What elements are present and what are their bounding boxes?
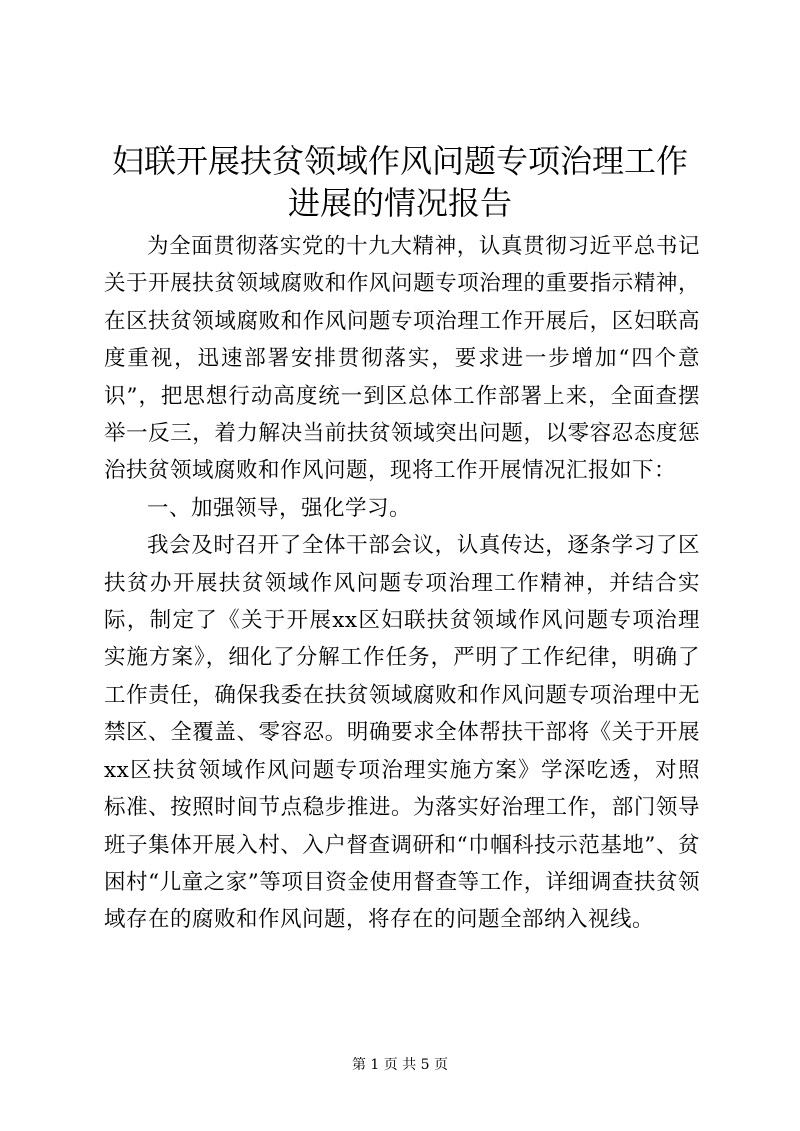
section-heading: 一、加强领导，强化学习。 <box>147 495 412 521</box>
document-title: 妇联开展扶贫领域作风问题专项治理工作进展的情况报告 <box>111 142 688 222</box>
page-number-footer: 第 1 页 共 5 页 <box>351 1057 449 1073</box>
document-body <box>104 228 700 939</box>
intro-paragraph: 为全面贯彻落实党的十九大精神，认真贯彻习近平总书记关于开展扶贫领域腐败和作风问题专项治理的重要指示精神，在区扶贫领域腐败和作风问题专项治理工作开展后，区妇联高度重视，迅速部署安排贯彻落实，要求进一步增加“四个意识”，把思想行动高度统一到区总体工作部署上来，全面查摆举一反三，着力解决当前扶贫领域突出问题，以零容忍态度惩治扶贫领域腐败和作风问题，现将工作开展情况汇报如下： <box>104 234 700 484</box>
body-paragraph: 我会及时召开了全体干部会议，认真传达，逐条学习了区扶贫办开展扶贫领域作风问题专项治理工作精神，并结合实际，制定了《关于开展xx区妇联扶贫领域作风问题专项治理实施方案》，细化了分解工作任务，严明了工作纪律，明确了工作责任，确保我委在扶贫领域腐败和作风问题专项治理中无禁区、全覆盖、零容忍。明确要求全体帮扶干部将《关于开展xx区扶贫领域作风问题专项治理实施方案》学深吃透，对照标准、按照时间节点稳步推进。为落实好治理工作，部门领导班子集体开展入村、入户督查调研和“巾帼科技示范基地”、贫困村“儿童之家”等项目资金使用督查等工作，详细调查扶贫领域存在的腐败和作风问题，将存在的问题全部纳入视线。 <box>104 533 700 933</box>
